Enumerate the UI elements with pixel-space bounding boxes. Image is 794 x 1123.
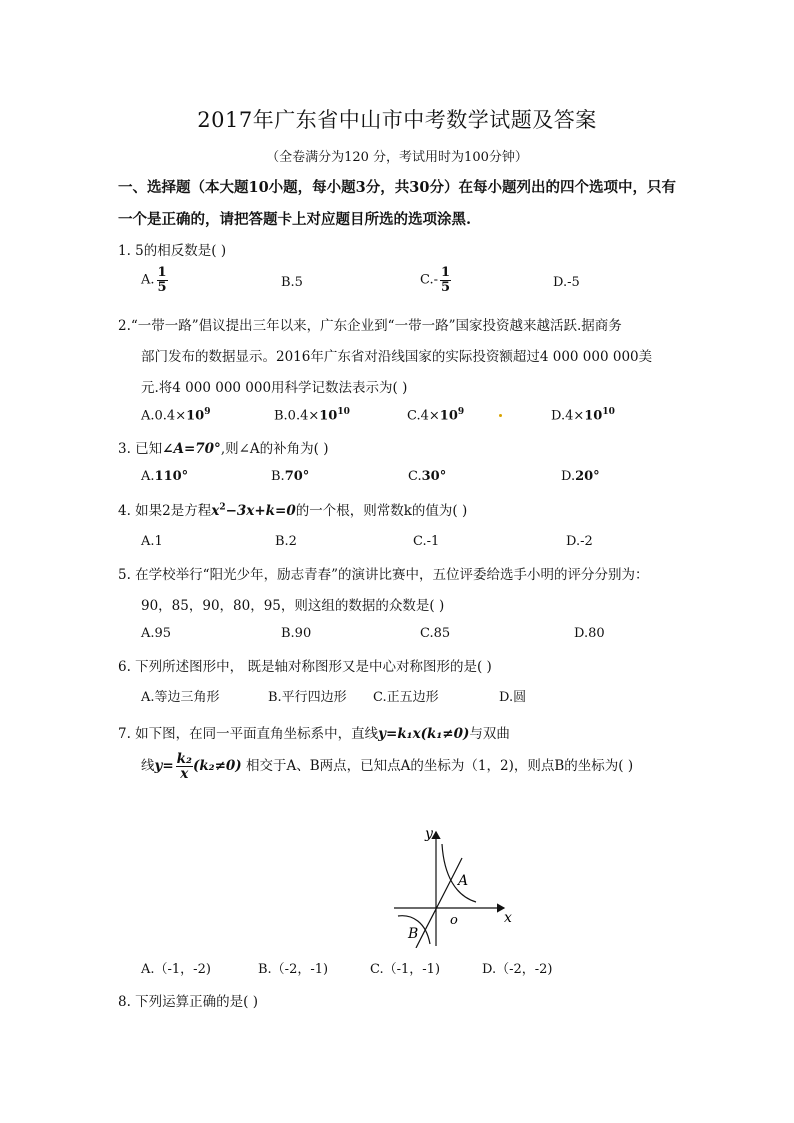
option-label: B.	[271, 469, 285, 484]
power-base: 10	[319, 408, 338, 424]
question-1-option-d: D.-5	[553, 275, 580, 290]
question-7-line1	[118, 722, 510, 742]
stem-text: 3. 已知	[118, 441, 163, 457]
question-2-option-a	[141, 407, 210, 423]
exponent: 9	[204, 407, 211, 417]
exam-info: （全卷满分为120 分，考试用时为100分钟）	[266, 150, 528, 165]
stem-text: ,则∠A的补角为( )	[220, 441, 329, 457]
question-2-line1: 2.“一带一路”倡议提出三年以来，广东企业到“一带一路”国家投资越来越活跃.据商务	[118, 318, 622, 334]
section-heading-line2: 一个是正确的，请把答题卡上对应题目所选的选项涂黑.	[118, 211, 472, 228]
line-curve	[416, 858, 462, 948]
question-2-option-b	[274, 407, 350, 423]
numerator: 1	[441, 265, 451, 280]
power-base: 10	[439, 408, 458, 424]
question-4-stem	[118, 499, 467, 519]
exponent: 2	[219, 502, 226, 513]
question-8-stem: 8. 下列运算正确的是( )	[118, 994, 258, 1010]
math-expression: y=k₁x(k₁≠0)	[378, 726, 470, 742]
exponent: 9	[457, 407, 465, 417]
question-2-line2: 部门发布的数据显示。2016年广东省对沿线国家的实际投资额超过4 000 000 000美	[141, 349, 653, 365]
denominator: 5	[441, 279, 451, 295]
power-base: 10	[584, 408, 603, 424]
option-label: A.	[141, 272, 155, 288]
question-3-option-a	[141, 469, 188, 484]
question-6-option-c: C.正五边形	[373, 690, 439, 705]
graph-label-y: y	[425, 826, 433, 842]
math-expression: ∠A=70°	[162, 441, 221, 457]
numerator: 1	[157, 265, 167, 280]
question-2-line3: 元.将4 000 000 000用科学记数法表示为( )	[141, 380, 408, 396]
stem-text: 7. 如下图，在同一平面直角坐标系中，直线	[118, 726, 379, 742]
question-5-option-a: A.95	[141, 626, 172, 641]
math-expression: (k₂≠0)	[192, 758, 242, 775]
stem-text: 4. 如果2是方程	[118, 503, 212, 519]
math-expression: y=	[154, 758, 174, 775]
graph-label-point-b: B	[408, 926, 419, 942]
stem-text: 与双曲	[469, 726, 510, 742]
stem-text: 相交于A、B两点，已知点A的坐标为（1，2)，则点B的坐标为( )	[241, 758, 634, 775]
question-5-line2: 90，85，90，80，95，则这组的数据的众数是( )	[141, 598, 445, 614]
graph-label-origin: o	[450, 913, 458, 928]
option-text: B.0.4×	[274, 408, 320, 424]
numerator: k₂	[176, 751, 192, 767]
question-6-option-d: D.圆	[499, 690, 527, 705]
question-5-option-b: B.90	[281, 626, 312, 641]
stray-mark	[499, 414, 502, 417]
question-4-option-d: D.-2	[566, 534, 593, 549]
question-4-option-a: A.1	[141, 534, 163, 549]
coordinate-graph	[392, 826, 518, 948]
question-7-option-d: D.（-2，-2)	[482, 962, 553, 977]
power-base: 10	[186, 408, 205, 424]
option-text: D.4×	[551, 408, 585, 424]
option-text: C.4×	[407, 408, 440, 424]
question-7-option-b: B.（-2，-1)	[258, 962, 329, 977]
math-expression: x	[211, 503, 220, 519]
question-7-option-a: A.（-1，-2)	[141, 962, 211, 977]
option-label: A.	[141, 469, 155, 484]
question-5-option-c: C.85	[420, 626, 451, 641]
option-value: 110°	[154, 469, 189, 484]
question-7-line2	[141, 752, 633, 781]
fraction	[176, 752, 193, 781]
question-2-option-d	[551, 407, 615, 423]
fraction	[157, 266, 168, 294]
question-7-option-c: C.（-1，-1)	[370, 962, 441, 977]
option-value: 30°	[421, 469, 447, 484]
question-6-option-a: A.等边三角形	[141, 690, 220, 705]
option-label: C.	[408, 469, 422, 484]
question-5-line1: 5. 在学校举行“阳光少年，励志青春”的演讲比赛中，五位评委给选手小明的评分分别为：	[118, 567, 649, 583]
question-6-option-b: B.平行四边形	[268, 690, 347, 705]
question-1-stem: 1. 5的相反数是( )	[118, 243, 227, 259]
question-1-option-c	[420, 266, 451, 294]
question-3-stem	[118, 437, 329, 457]
option-value: 20°	[575, 469, 600, 484]
denominator: x	[180, 766, 189, 783]
math-expression: −3x+k=0	[225, 503, 296, 519]
option-value: 70°	[284, 469, 310, 484]
fraction	[440, 266, 451, 294]
section-heading-line1: 一、选择题（本大题10小题，每小题3分，共30分）在每小题列出的四个选项中，只有	[118, 179, 676, 196]
stem-text: 的一个根，则常数k的值为( )	[295, 503, 468, 519]
question-4-option-c: C.-1	[413, 534, 440, 549]
question-3-option-c	[408, 469, 446, 484]
denominator: 5	[157, 279, 167, 295]
question-1-option-b: B.5	[281, 275, 303, 290]
exponent: 10	[602, 407, 615, 417]
option-label: D.	[561, 469, 576, 484]
question-3-option-d	[561, 469, 600, 484]
option-text: A.0.4×	[141, 408, 187, 424]
graph-label-x: x	[504, 910, 512, 926]
question-2-option-c	[407, 407, 464, 423]
exponent: 10	[337, 407, 350, 417]
question-5-option-d: D.80	[574, 626, 605, 641]
option-label: C.-	[420, 272, 439, 288]
question-6-stem: 6. 下列所述图形中， 既是轴对称图形又是中心对称图形的是( )	[118, 659, 492, 675]
page-title: 2017年广东省中山市中考数学试题及答案	[197, 108, 597, 132]
stem-text: 线	[141, 758, 155, 775]
question-4-option-b: B.2	[275, 534, 297, 549]
question-3-option-b	[271, 469, 309, 484]
question-1-option-a	[141, 266, 168, 294]
graph-label-point-a: A	[458, 873, 469, 889]
